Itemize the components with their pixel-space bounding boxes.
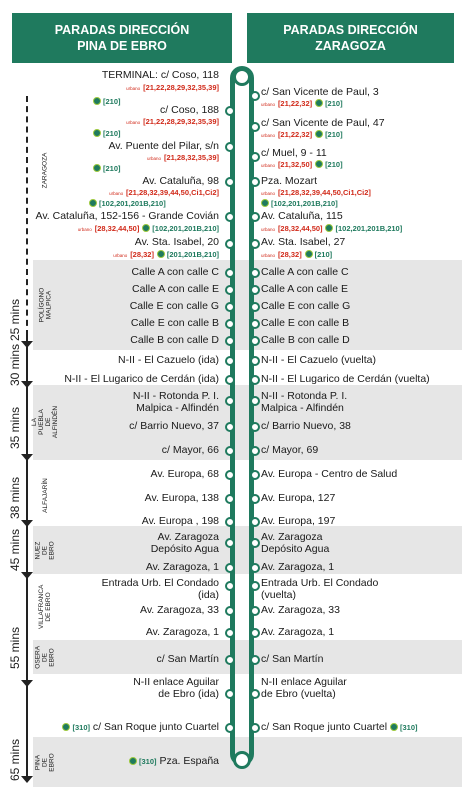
time-label: 35 mins	[8, 406, 22, 450]
bus-icon	[315, 160, 323, 168]
stop-marker	[250, 723, 260, 733]
stop-marker	[225, 375, 235, 385]
stop-left: [310] c/ San Roque junto Cuartel	[62, 721, 219, 733]
stop-marker	[250, 319, 260, 329]
zone-nuez: NUEZ DE EBRO	[34, 540, 56, 560]
stop-marker	[250, 375, 260, 385]
stop-right: Calle A con calle C	[261, 266, 349, 278]
stop-marker	[225, 336, 235, 346]
stop-marker	[250, 336, 260, 346]
stop-left-lines: urbano [21,22,28,29,32,35,39]	[126, 83, 219, 92]
stop-marker	[225, 446, 235, 456]
stop-left: Calle E con calle B	[130, 317, 219, 329]
stop-right: Av. Zaragoza, 1	[261, 626, 335, 638]
stop-left: Calle A con calle C	[131, 266, 219, 278]
stop-right: Av. Europa - Centro de Salud	[261, 468, 398, 480]
stop-marker	[225, 302, 235, 312]
stop-left-lines: urbano [28,32,44,50] [102,201,201B,210]	[77, 224, 219, 233]
stop-marker	[225, 494, 235, 504]
stop-left: Calle E con calle G	[129, 300, 219, 312]
header-left	[12, 13, 232, 63]
stop-marker	[225, 470, 235, 480]
stop-marker	[250, 563, 260, 573]
bus-icon	[305, 250, 313, 258]
stop-marker	[225, 422, 235, 432]
stop-right: Av. Zaragoza, 1	[261, 561, 335, 573]
stop-marker	[225, 606, 235, 616]
stop-right: N-II - Rotonda P. I. Malpica - Alfindén	[261, 390, 348, 414]
stop-left: Av. Europa, 68	[150, 468, 219, 480]
stop-right: Calle E con calle B	[261, 317, 350, 329]
zone-poligono: POLÍGONO MALPICA	[38, 287, 52, 323]
bus-icon	[93, 129, 101, 137]
stop-right: Entrada Urb. El Condado (vuelta)	[261, 577, 379, 601]
stop-marker	[250, 152, 260, 162]
stop-marker	[225, 212, 235, 222]
stop-right: c/ San Roque junto Cuartel [310]	[261, 721, 418, 733]
stop-right: c/ San Martín	[261, 653, 324, 665]
stop-right-lines: urbano [21,32,50] [210]	[261, 160, 343, 169]
stop-left-lines: [210]	[93, 162, 121, 174]
stop-marker	[250, 239, 260, 249]
stop-marker	[225, 689, 235, 699]
stop-left-lines: [210]	[93, 95, 121, 107]
bus-icon	[261, 199, 269, 207]
stop-left: Av. Zaragoza, 1	[145, 626, 219, 638]
stop-left: Av. Zaragoza Depósito Agua	[150, 531, 219, 555]
zone-pina: PINA DE EBRO	[34, 752, 56, 772]
stop-right: Av. Europa, 127	[261, 492, 336, 504]
stop-left: c/ Coso, 188	[160, 104, 219, 116]
stop-marker	[250, 689, 260, 699]
stop-marker	[250, 538, 260, 548]
stop-marker	[225, 239, 235, 249]
bus-icon	[93, 97, 101, 105]
header-right	[247, 13, 454, 63]
stop-right: c/ San Vicente de Paul, 47	[261, 117, 385, 129]
stop-marker	[250, 212, 260, 222]
bus-icon	[129, 757, 137, 765]
stop-right-lines: [102,201,201B,210]	[261, 197, 338, 209]
stop-marker	[225, 655, 235, 665]
zone-osera: OSERA DE EBRO	[34, 645, 56, 669]
stop-marker	[225, 106, 235, 116]
stop-marker	[225, 581, 235, 591]
stop-left: Av. Zaragoza, 33	[140, 604, 219, 616]
bus-icon	[89, 199, 97, 207]
zone-puebla: LA PUEBLA DE ALFINDÉN	[31, 405, 60, 439]
stop-marker	[225, 177, 235, 187]
bus-icon	[157, 250, 165, 258]
stop-marker	[225, 538, 235, 548]
stop-right: N-II - El Lugarico de Cerdán (vuelta)	[261, 373, 430, 385]
stop-right-lines: urbano [21,28,32,39,44,50,Ci1,Ci2]	[261, 188, 371, 197]
time-label: 38 mins	[8, 476, 22, 520]
bus-icon	[93, 164, 101, 172]
stop-right: Calle E con calle G	[261, 300, 351, 312]
bus-icon	[325, 224, 333, 232]
stop-marker	[250, 655, 260, 665]
stop-right: N-II - El Cazuelo (vuelta)	[261, 354, 376, 366]
stop-left-lines: [102,201,201B,210]	[89, 197, 166, 209]
timeline-solid	[26, 336, 28, 776]
stop-left: Av. Cataluña, 98	[142, 175, 219, 187]
stop-marker	[225, 563, 235, 573]
stop-marker	[250, 628, 260, 638]
stop-left: Av. Cataluña, 152-156 - Grande Covián	[35, 210, 219, 222]
zone-villafranca: VILLAFRANCA DE EBRO	[38, 584, 53, 630]
stop-left: Entrada Urb. El Condado (ida)	[101, 577, 219, 601]
stop-left: N-II - El Lugarico de Cerdán (ida)	[64, 373, 219, 385]
time-label: 30 mins	[8, 343, 22, 387]
stop-left: Calle A con calle E	[132, 283, 219, 295]
stop-right: N-II enlace Aguilar de Ebro (vuelta)	[261, 676, 347, 700]
stop-left: [310] Pza. España	[129, 755, 219, 767]
stop-marker	[225, 285, 235, 295]
bus-icon	[315, 130, 323, 138]
time-label: 65 mins	[8, 738, 22, 782]
header-left-title: PARADAS DIRECCIÓN PINA DE EBRO	[54, 23, 190, 53]
stop-right: c/ San Vicente de Paul, 3	[261, 86, 379, 98]
stop-marker	[250, 396, 260, 406]
stop-left: Av. Sta. Isabel, 20	[134, 236, 219, 248]
bus-icon	[315, 99, 323, 107]
bus-icon	[62, 723, 70, 731]
stop-left-lines: [210]	[93, 127, 121, 139]
stop-left: Av. Zaragoza, 1	[145, 561, 219, 573]
bus-icon	[142, 224, 150, 232]
header-right-title: PARADAS DIRECCIÓN ZARAGOZA	[283, 23, 418, 53]
stop-marker	[250, 470, 260, 480]
stop-right: Av. Zaragoza, 33	[261, 604, 340, 616]
terminal-stop-marker	[233, 68, 251, 86]
stop-marker	[250, 302, 260, 312]
time-label: 25 mins	[8, 298, 22, 342]
stop-right: Av. Europa, 197	[261, 515, 336, 527]
stop-marker	[225, 356, 235, 366]
stop-left-lines: urbano [21,28,32,39,44,50,Ci1,Ci2]	[109, 188, 219, 197]
stop-marker	[250, 285, 260, 295]
stop-right-lines: urbano [21,22,32] [210]	[261, 130, 343, 139]
stop-right: Calle A con calle E	[261, 283, 348, 295]
stop-marker	[225, 723, 235, 733]
timeline-dash	[26, 96, 28, 336]
stop-marker	[250, 517, 260, 527]
stop-left: Av. Europa, 138	[144, 492, 219, 504]
stop-left-lines: urbano [21,22,28,29,32,35,39]	[126, 117, 219, 126]
stop-marker	[225, 142, 235, 152]
stop-right: Av. Cataluña, 115	[261, 210, 343, 222]
stop-marker	[225, 319, 235, 329]
stop-left-lines: urbano [21,28,32,35,39]	[147, 153, 219, 162]
time-label: 55 mins	[8, 626, 22, 670]
stop-left: c/ Mayor, 66	[161, 444, 219, 456]
stop-right: c/ Mayor, 69	[261, 444, 319, 456]
stop-marker	[225, 268, 235, 278]
stop-marker	[250, 446, 260, 456]
stop-marker	[250, 268, 260, 278]
stop-marker	[250, 494, 260, 504]
stop-left: Av. Europa , 198	[141, 515, 219, 527]
zone-zaragoza: ZARAGOZA	[41, 152, 49, 188]
stop-marker	[225, 396, 235, 406]
stop-left: N-II enlace Aguilar de Ebro (ida)	[133, 676, 219, 700]
stop-right-lines: urbano [21,22,32] [210]	[261, 99, 343, 108]
stop-left: Calle B con calle D	[130, 334, 219, 346]
stop-marker	[250, 177, 260, 187]
stop-right: Av. Sta. Isabel, 27	[261, 236, 346, 248]
time-label: 45 mins	[8, 528, 22, 572]
zone-alfajarin: ALFAJARÍN	[41, 477, 49, 513]
stop-left-lines: urbano [28,32] [201,201B,210]	[113, 250, 219, 259]
end-stop-marker	[233, 751, 251, 769]
stop-marker	[250, 91, 260, 101]
stop-right: c/ Barrio Nuevo, 38	[261, 420, 351, 432]
stop-left: Av. Puente del Pilar, s/n	[108, 140, 219, 152]
stop-marker	[250, 581, 260, 591]
stop-left: N-II - El Cazuelo (ida)	[118, 354, 219, 366]
stop-left: TERMINAL: c/ Coso, 118	[101, 69, 219, 81]
stop-right: Pza. Mozart	[261, 175, 318, 187]
stop-marker	[225, 628, 235, 638]
stop-marker	[250, 356, 260, 366]
stop-right: Av. Zaragoza Depósito Agua	[261, 531, 330, 555]
stop-marker	[250, 422, 260, 432]
stop-right-lines: urbano [28,32,44,50] [102,201,201B,210]	[261, 224, 403, 233]
timeline-arrow	[21, 680, 33, 687]
bus-icon	[390, 723, 398, 731]
stop-left: N-II - Rotonda P. I. Malpica - Alfindén	[132, 390, 219, 414]
stop-left: c/ Barrio Nuevo, 37	[129, 420, 219, 432]
stop-marker	[225, 517, 235, 527]
stop-left: c/ San Martín	[156, 653, 219, 665]
stop-marker	[250, 122, 260, 132]
stop-right: c/ Muel, 9 - 11	[261, 147, 327, 159]
stop-right: Calle B con calle D	[261, 334, 350, 346]
stop-right-lines: urbano [28,32] [210]	[261, 250, 333, 259]
stop-marker	[250, 606, 260, 616]
